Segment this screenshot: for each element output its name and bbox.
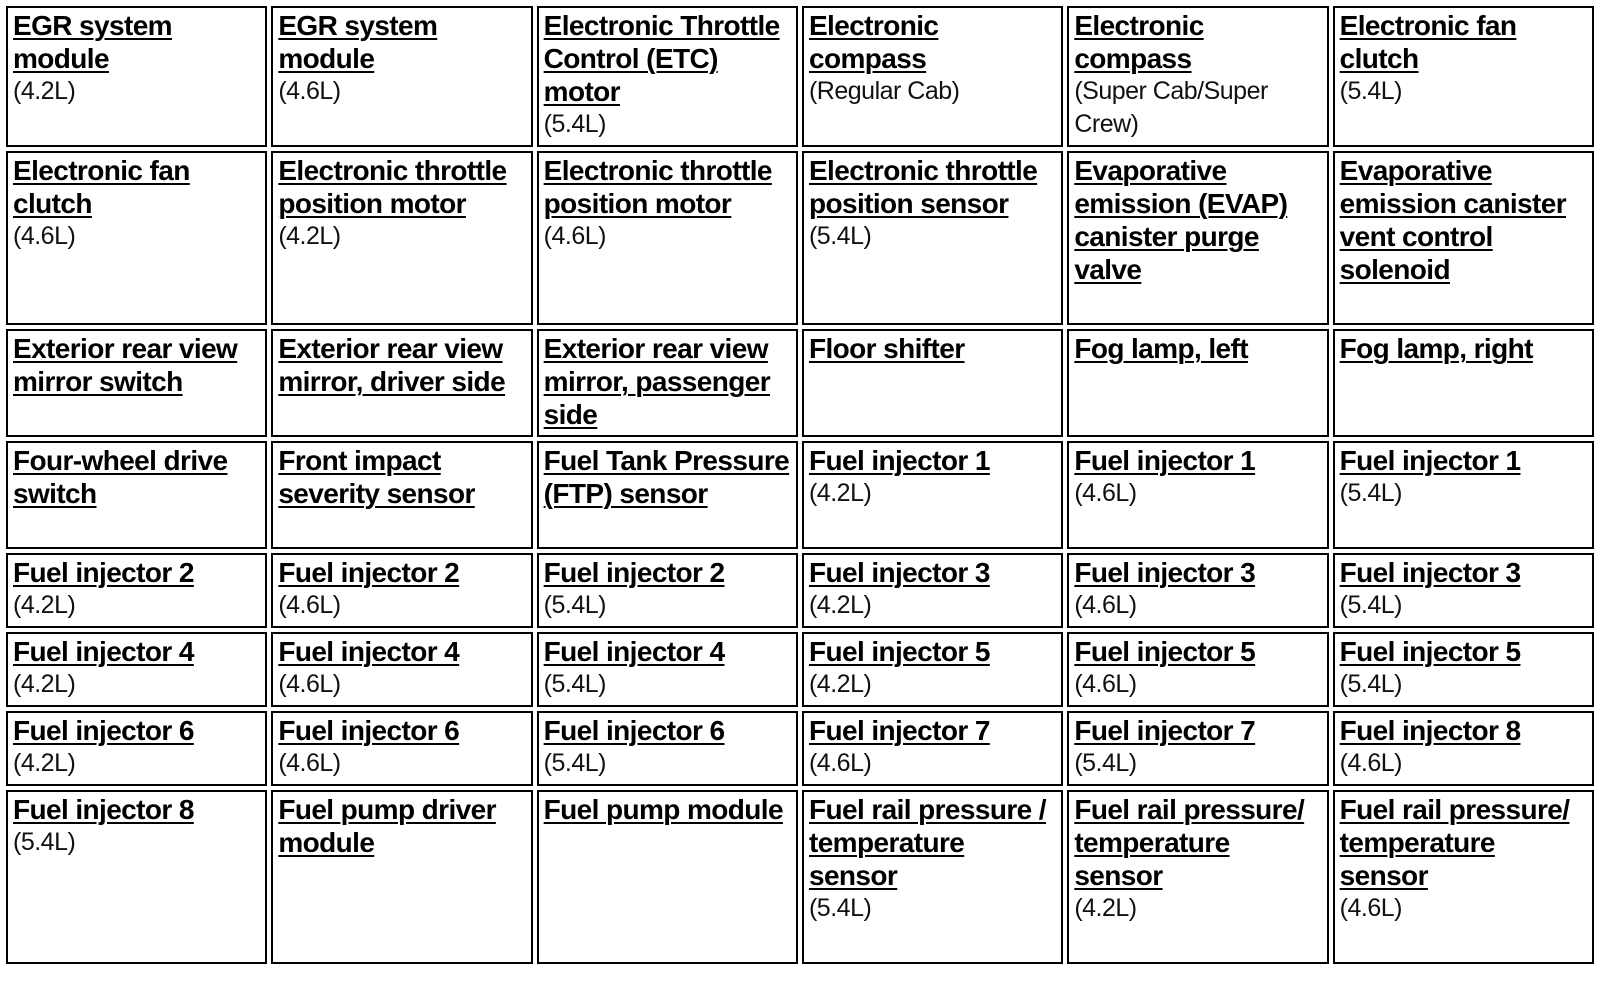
component-link[interactable]: Electronic compass (808, 10, 939, 74)
component-link[interactable]: Fuel injector 7 (1074, 715, 1256, 746)
table-cell (6, 6, 267, 147)
component-link[interactable]: Evaporative emission (EVAP) canister purge valve (1074, 155, 1288, 285)
component-variant: (5.4L) (543, 591, 606, 619)
component-variant: (4.2L) (13, 749, 76, 777)
table-cell (1067, 632, 1328, 707)
component-variant: (4.6L) (1339, 894, 1402, 922)
table-cell (802, 6, 1063, 147)
component-variant: (5.4L) (1339, 77, 1402, 105)
component-link[interactable]: Fog lamp, left (1074, 333, 1248, 364)
component-variant: (5.4L) (808, 222, 872, 250)
component-variant: (4.6L) (1339, 749, 1402, 777)
table-row (6, 711, 1594, 786)
component-link[interactable]: Fuel rail pressure/ temperature sensor (1339, 794, 1570, 891)
component-variant: (5.4L) (808, 894, 872, 922)
component-link[interactable]: Fuel rail pressure / temperature sensor (808, 794, 1046, 891)
component-index-body (6, 6, 1594, 964)
table-cell (802, 151, 1063, 325)
table-row (6, 329, 1594, 437)
table-cell (802, 553, 1063, 628)
table-cell (6, 151, 267, 325)
component-link[interactable]: Fuel injector 3 (1074, 557, 1256, 588)
table-cell (1067, 790, 1328, 964)
component-variant: (5.4L) (13, 828, 76, 856)
component-link[interactable]: Electronic Throttle Control (ETC) motor (543, 10, 780, 107)
component-variant: (5.4L) (1339, 591, 1402, 619)
table-cell (802, 790, 1063, 964)
table-row (6, 632, 1594, 707)
table-cell (537, 151, 798, 325)
component-link[interactable]: Fuel injector 4 (278, 636, 460, 667)
table-cell (537, 329, 798, 437)
component-link[interactable]: Fuel injector 6 (278, 715, 460, 746)
component-link[interactable]: Electronic compass (1074, 10, 1204, 74)
component-link[interactable]: Fuel injector 3 (1339, 557, 1521, 588)
component-link[interactable]: Floor shifter (808, 333, 965, 364)
component-variant: (4.2L) (13, 670, 76, 698)
component-variant: (5.4L) (1074, 749, 1137, 777)
component-index-table (2, 2, 1598, 968)
component-variant: (4.2L) (808, 591, 872, 619)
table-cell (6, 790, 267, 964)
component-variant: (4.6L) (543, 222, 606, 250)
component-link[interactable]: Exterior rear view mirror, driver side (278, 333, 506, 397)
table-row (6, 151, 1594, 325)
table-cell (1067, 151, 1328, 325)
table-cell (271, 441, 532, 549)
table-cell (1333, 151, 1594, 325)
table-cell (1067, 441, 1328, 549)
component-variant: (Super Cab/Super Crew) (1074, 77, 1268, 138)
component-variant: (4.6L) (278, 591, 341, 619)
component-link[interactable]: Fog lamp, right (1339, 333, 1533, 364)
component-link[interactable]: Fuel pump driver module (278, 794, 496, 858)
component-link[interactable]: Exterior rear view mirror, passenger side (543, 333, 771, 430)
table-cell (6, 632, 267, 707)
component-variant: (5.4L) (1339, 479, 1402, 507)
component-variant: (4.2L) (808, 479, 872, 507)
component-link[interactable]: Electronic throttle position motor (543, 155, 772, 219)
component-link[interactable]: Fuel injector 1 (1074, 445, 1256, 476)
component-link[interactable]: Fuel injector 8 (13, 794, 194, 825)
table-row (6, 790, 1594, 964)
component-variant: (5.4L) (543, 110, 606, 138)
component-variant: (4.2L) (808, 670, 872, 698)
component-link[interactable]: Fuel injector 8 (1339, 715, 1521, 746)
table-cell (6, 711, 267, 786)
component-link[interactable]: Fuel injector 6 (543, 715, 725, 746)
component-link[interactable]: Electronic throttle position sensor (808, 155, 1038, 219)
component-link[interactable]: Fuel injector 5 (1339, 636, 1521, 667)
table-cell (271, 329, 532, 437)
table-cell (1333, 790, 1594, 964)
table-cell (6, 441, 267, 549)
component-variant: (5.4L) (543, 749, 606, 777)
component-variant: (4.6L) (1074, 670, 1137, 698)
table-cell (271, 151, 532, 325)
component-link[interactable]: Fuel injector 2 (543, 557, 725, 588)
component-link[interactable]: Electronic fan clutch (13, 155, 190, 219)
table-cell (1333, 632, 1594, 707)
component-link[interactable]: Fuel injector 2 (13, 557, 194, 588)
component-variant: (4.6L) (278, 77, 341, 105)
table-cell (537, 441, 798, 549)
table-cell (1333, 6, 1594, 147)
table-cell (537, 6, 798, 147)
component-variant: (4.6L) (808, 749, 872, 777)
component-link[interactable]: Fuel injector 1 (1339, 445, 1521, 476)
table-cell (271, 632, 532, 707)
table-cell (6, 329, 267, 437)
table-cell (802, 711, 1063, 786)
component-link[interactable]: Fuel injector 4 (13, 636, 194, 667)
table-cell (537, 711, 798, 786)
component-link[interactable]: Electronic fan clutch (1339, 10, 1517, 74)
component-link[interactable]: Exterior rear view mirror switch (13, 333, 238, 397)
table-cell (271, 6, 532, 147)
component-link[interactable]: Fuel injector 6 (13, 715, 194, 746)
table-row (6, 6, 1594, 147)
component-link[interactable]: Fuel injector 2 (278, 557, 460, 588)
component-link[interactable]: Electronic throttle position motor (278, 155, 507, 219)
table-cell (537, 790, 798, 964)
component-variant: (4.2L) (1074, 894, 1137, 922)
component-link[interactable]: Fuel rail pressure/ temperature sensor (1074, 794, 1305, 891)
table-cell (1333, 553, 1594, 628)
component-variant: (5.4L) (543, 670, 606, 698)
component-link[interactable]: Four-wheel drive switch (13, 445, 228, 509)
component-link[interactable]: EGR system module (13, 10, 172, 74)
component-link[interactable]: Fuel injector 7 (808, 715, 990, 746)
table-cell (1067, 6, 1328, 147)
component-variant: (5.4L) (1339, 670, 1402, 698)
component-variant: (4.2L) (13, 77, 76, 105)
component-link[interactable]: Fuel injector 5 (1074, 636, 1256, 667)
table-cell (1067, 711, 1328, 786)
component-variant: (4.2L) (13, 591, 76, 619)
component-variant: (4.6L) (278, 670, 341, 698)
component-link[interactable]: Fuel injector 3 (808, 557, 990, 588)
component-link[interactable]: Fuel injector 1 (808, 445, 990, 476)
table-cell (6, 553, 267, 628)
table-cell (1067, 553, 1328, 628)
table-row (6, 441, 1594, 549)
table-cell (1333, 441, 1594, 549)
table-cell (537, 632, 798, 707)
table-cell (802, 329, 1063, 437)
table-cell (1333, 711, 1594, 786)
table-cell (802, 441, 1063, 549)
component-link[interactable]: EGR system module (278, 10, 438, 74)
component-variant: (4.6L) (13, 222, 76, 250)
component-link[interactable]: Fuel Tank Pressure (FTP) sensor (543, 445, 790, 509)
component-link[interactable]: Front impact severity sensor (278, 445, 475, 509)
table-cell (537, 553, 798, 628)
table-cell (1333, 329, 1594, 437)
component-link[interactable]: Fuel pump module (543, 794, 783, 825)
component-variant: (4.2L) (278, 222, 341, 250)
table-row (6, 553, 1594, 628)
table-cell (271, 711, 532, 786)
component-variant: (4.6L) (1074, 479, 1137, 507)
component-variant: (Regular Cab) (808, 77, 960, 105)
table-cell (1067, 329, 1328, 437)
component-variant: (4.6L) (1074, 591, 1137, 619)
table-cell (802, 632, 1063, 707)
component-link[interactable]: Fuel injector 4 (543, 636, 725, 667)
component-variant: (4.6L) (278, 749, 341, 777)
table-cell (271, 553, 532, 628)
table-cell (271, 790, 532, 964)
component-link[interactable]: Fuel injector 5 (808, 636, 990, 667)
component-link[interactable]: Evaporative emission canister vent control solenoid (1339, 155, 1566, 285)
